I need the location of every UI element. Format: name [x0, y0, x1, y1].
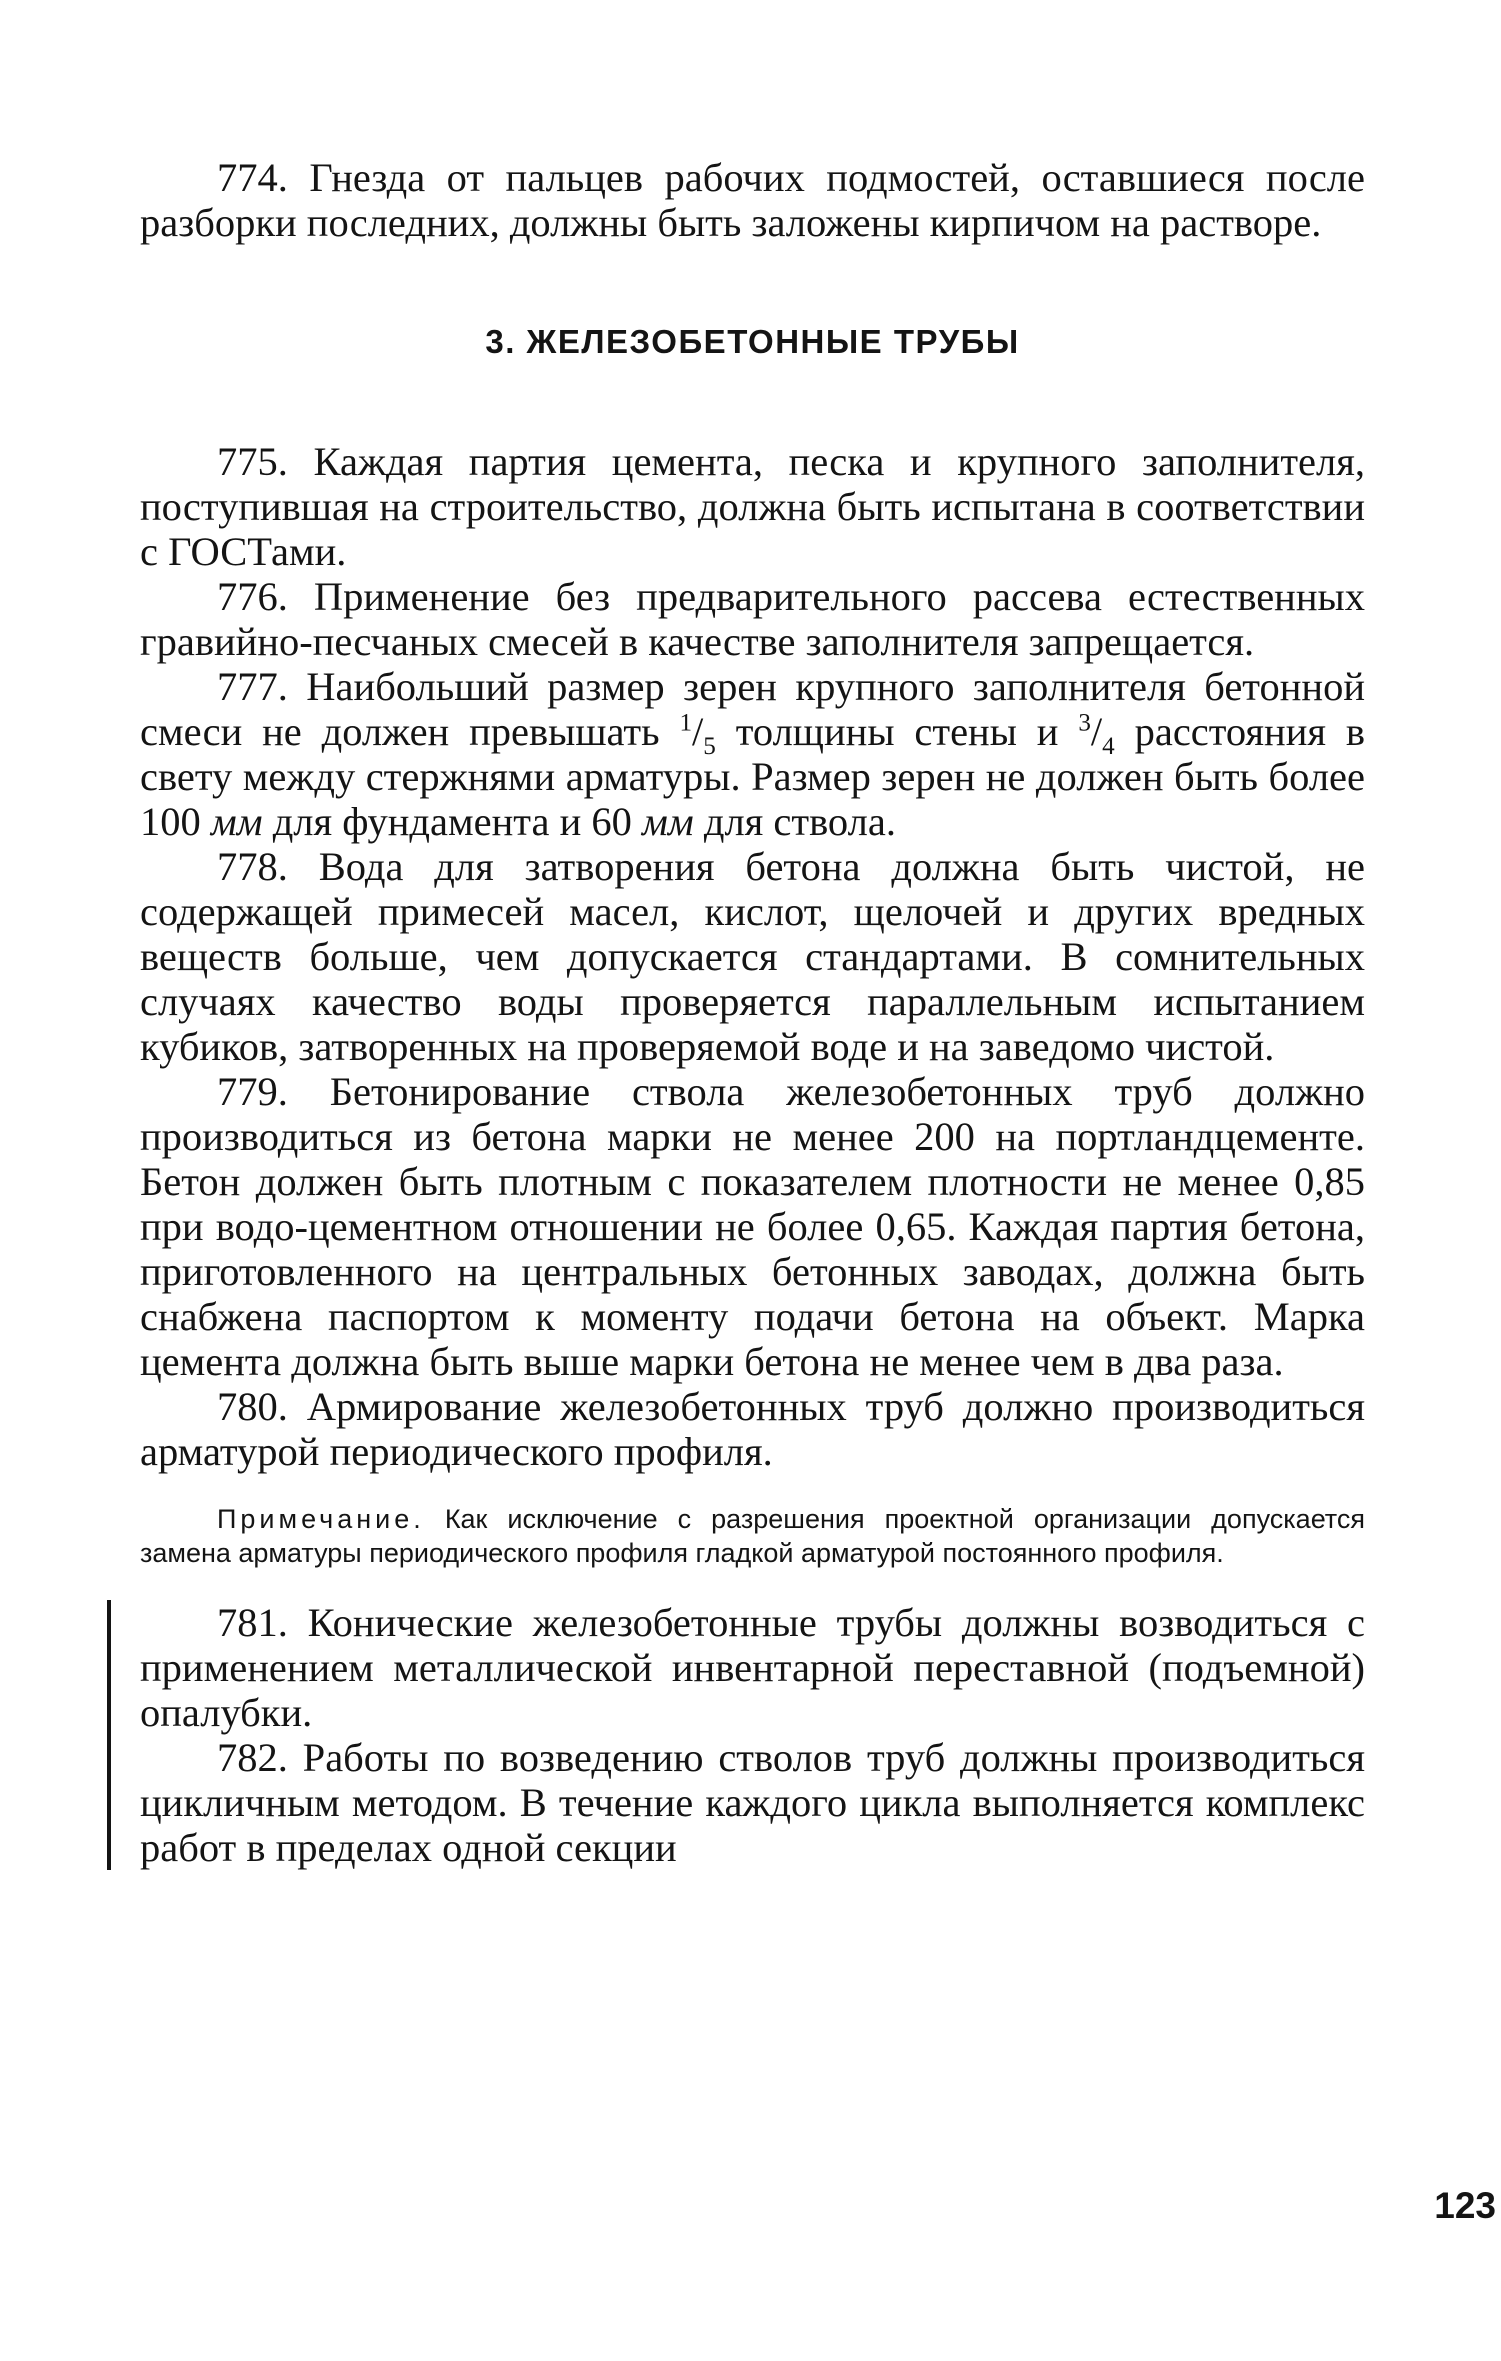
note — [140, 1502, 1365, 1570]
paragraph-776: 776. Применение без предварительного рассева естественных гравийно-песчаных смесей в качестве заполнителя запрещается. — [140, 574, 1365, 664]
paragraph-780: 780. Армирование железобетонных труб должно производиться арматурой периодического профиля. — [140, 1384, 1365, 1474]
paragraph-774: 774. Гнезда от пальцев рабочих подмостей, оставшиеся после разборки последних, должны быть заложены кирпичом на растворе. — [140, 155, 1365, 245]
revised-block — [140, 1600, 1365, 1870]
paragraph-777-part-e: для ствола. — [693, 799, 896, 844]
document-page — [140, 155, 1365, 1870]
fraction-2-denominator: 4 — [1102, 733, 1115, 761]
paragraph-779: 779. Бетонирование ствола железобетонных труб должно производиться из бетона марки не менее 200 на портландцементе. Бетон должен быть плотным с показателем плотности не менее 0,85 при водо-цементном отношении не более 0,65. Каждая партия бетона, приготовленного на центральных бетонных заводах, должна быть снабжена паспортом к моменту подачи бетона на объект. Марка цемента должна быть выше марки бетона не менее чем в два раза. — [140, 1069, 1365, 1384]
paragraph-777-part-c: расстояния в свету между стержнями арматуры. Размер зерен не должен быть более 100 — [140, 709, 1365, 844]
paragraph-777-part-a: 777. Наибольший размер зерен крупного заполнителя бетонной смеси не должен превышать — [140, 664, 1365, 754]
paragraph-782: 782. Работы по возведению стволов труб должны производиться цикличным методом. В течение каждого цикла выполняется комплекс работ в пределах одной секции — [140, 1735, 1365, 1870]
section-heading: 3. ЖЕЛЕЗОБЕТОННЫЕ ТРУБЫ — [485, 323, 1020, 360]
paragraph-775: 775. Каждая партия цемента, песка и крупного заполнителя, поступившая на строительство, должна быть испытана в соответствии с ГОСТами. — [140, 439, 1365, 574]
paragraph-777: 777. Наибольший размер зерен крупного заполнителя бетонной смеси не должен превышать $^1/_5$ толщины стены и $^3/_4$ расстояния в свету между стержнями арматуры. Размер зерен не должен быть более 100 мм для фундамента и 60 мм для ствола. — [140, 664, 1365, 844]
paragraph-777-part-d: для фундамента и 60 — [262, 799, 643, 844]
paragraph-777-part-b: толщины стены и — [715, 709, 1079, 754]
margin-revision-bar — [107, 1600, 111, 1870]
paragraph-778: 778. Вода для затворения бетона должна быть чистой, не содержащей примесей масел, кислот, щелочей и других вредных веществ больше, чем допускается стандартами. В сомнительных случаях качество воды проверяется параллельным испытанием кубиков, затворенных на проверяемой воде и на заведомо чистой. — [140, 844, 1365, 1069]
note-label: Примечание. — [217, 1504, 425, 1534]
unit-mm-1: мм — [210, 799, 263, 844]
fraction-1-numerator: 1 — [679, 709, 693, 737]
note-text: Как исключение с разрешения проектной организации допускается замена арматуры периодического профиля гладкой арматурой постоянного профиля. — [140, 1504, 1365, 1568]
paragraph-781: 781. Конические железобетонные трубы должны возводиться с применением металлической инвентарной переставной (подъемной) опалубки. — [140, 1600, 1365, 1735]
fraction-2-numerator: 3 — [1078, 709, 1091, 737]
fraction-1-denominator: 5 — [703, 733, 716, 761]
unit-mm-2: мм — [642, 799, 694, 844]
page-number: 123 — [1434, 2185, 1496, 2226]
